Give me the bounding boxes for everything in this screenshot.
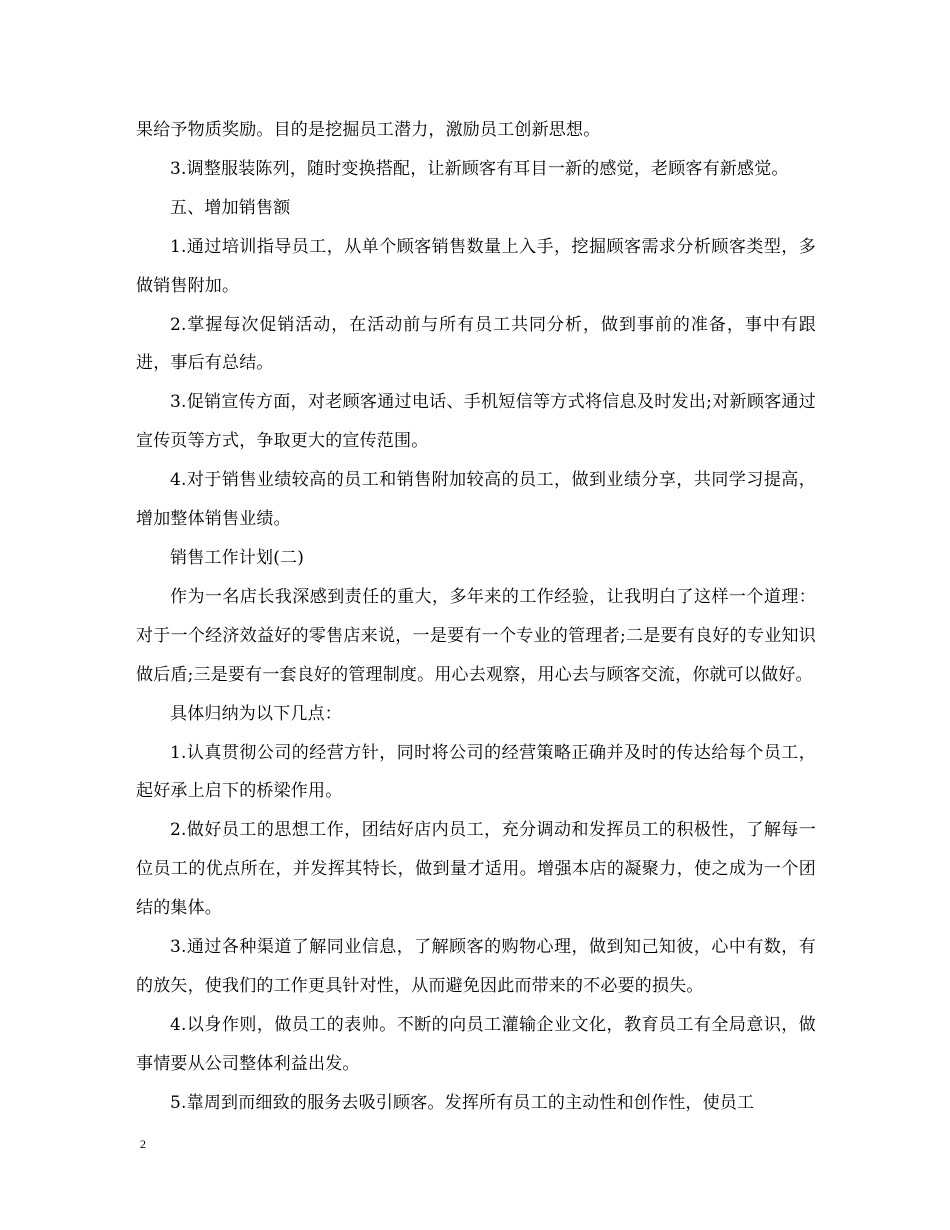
paragraph: 5.靠周到而细致的服务去吸引顾客。发挥所有员工的主动性和创作性，使员工	[170, 1092, 755, 1113]
paragraph: 2.做好员工的思想工作，团结好店内员工，充分调动和发挥员工的积极性，了解每一位员工的优点所在，并发挥其特长，做到量才适用。增强本店的凝聚力，使之成为一个团结的集体。	[136, 820, 816, 919]
document-body	[136, 111, 816, 1123]
paragraph: 1.通过培训指导员工，从单个顾客销售数量上入手，挖掘顾客需求分析顾客类型，多做销售附加。	[136, 236, 816, 296]
paragraph: 3.通过各种渠道了解同业信息，了解顾客的购物心理，做到知己知彼，心中有数，有的放矢，使我们的工作更具针对性，从而避免因此而带来的不必要的损失。	[136, 937, 816, 996]
paragraph: 4.对于销售业绩较高的员工和销售附加较高的员工，做到业绩分享，共同学习提高，增加整体销售业绩。	[136, 470, 816, 530]
paragraph: 3.促销宣传方面，对老顾客通过电话、手机短信等方式将信息及时发出;对新顾客通过宣传页等方式，争取更大的宣传范围。	[136, 392, 816, 452]
paragraph: 2.掌握每次促销活动，在活动前与所有员工共同分析，做到事前的准备，事中有跟进，事后有总结。	[136, 314, 816, 374]
paragraph: 果给予物质奖励。目的是挖掘员工潜力，激励员工创新思想。	[136, 120, 601, 140]
paragraph: 作为一名店长我深感到责任的重大，多年来的工作经验，让我明白了这样一个道理：对于一个经济效益好的零售店来说，一是要有一个专业的管理者;二是要有良好的专业知识做后盾;三是要有一套良好的管理制度。用心去观察，用心去与顾客交流，你就可以做好。	[136, 586, 816, 685]
paragraph: 3.调整服装陈列，随时变换搭配，让新顾客有耳目一新的感觉，老顾客有新感觉。	[170, 158, 789, 179]
section-heading: 销售工作计划(二)	[170, 547, 305, 568]
paragraph: 具体归纳为以下几点：	[170, 703, 342, 724]
page-number: 2	[140, 1137, 146, 1151]
section-heading: 五、增加销售额	[170, 197, 291, 218]
paragraph: 1.认真贯彻公司的经营方针，同时将公司的经营策略正确并及时的传达给每个员工，起好承上启下的桥梁作用。	[136, 742, 816, 802]
paragraph: 4.以身作则，做员工的表帅。不断的向员工灌输企业文化，教育员工有全局意识，做事情要从公司整体利益出发。	[136, 1014, 816, 1074]
